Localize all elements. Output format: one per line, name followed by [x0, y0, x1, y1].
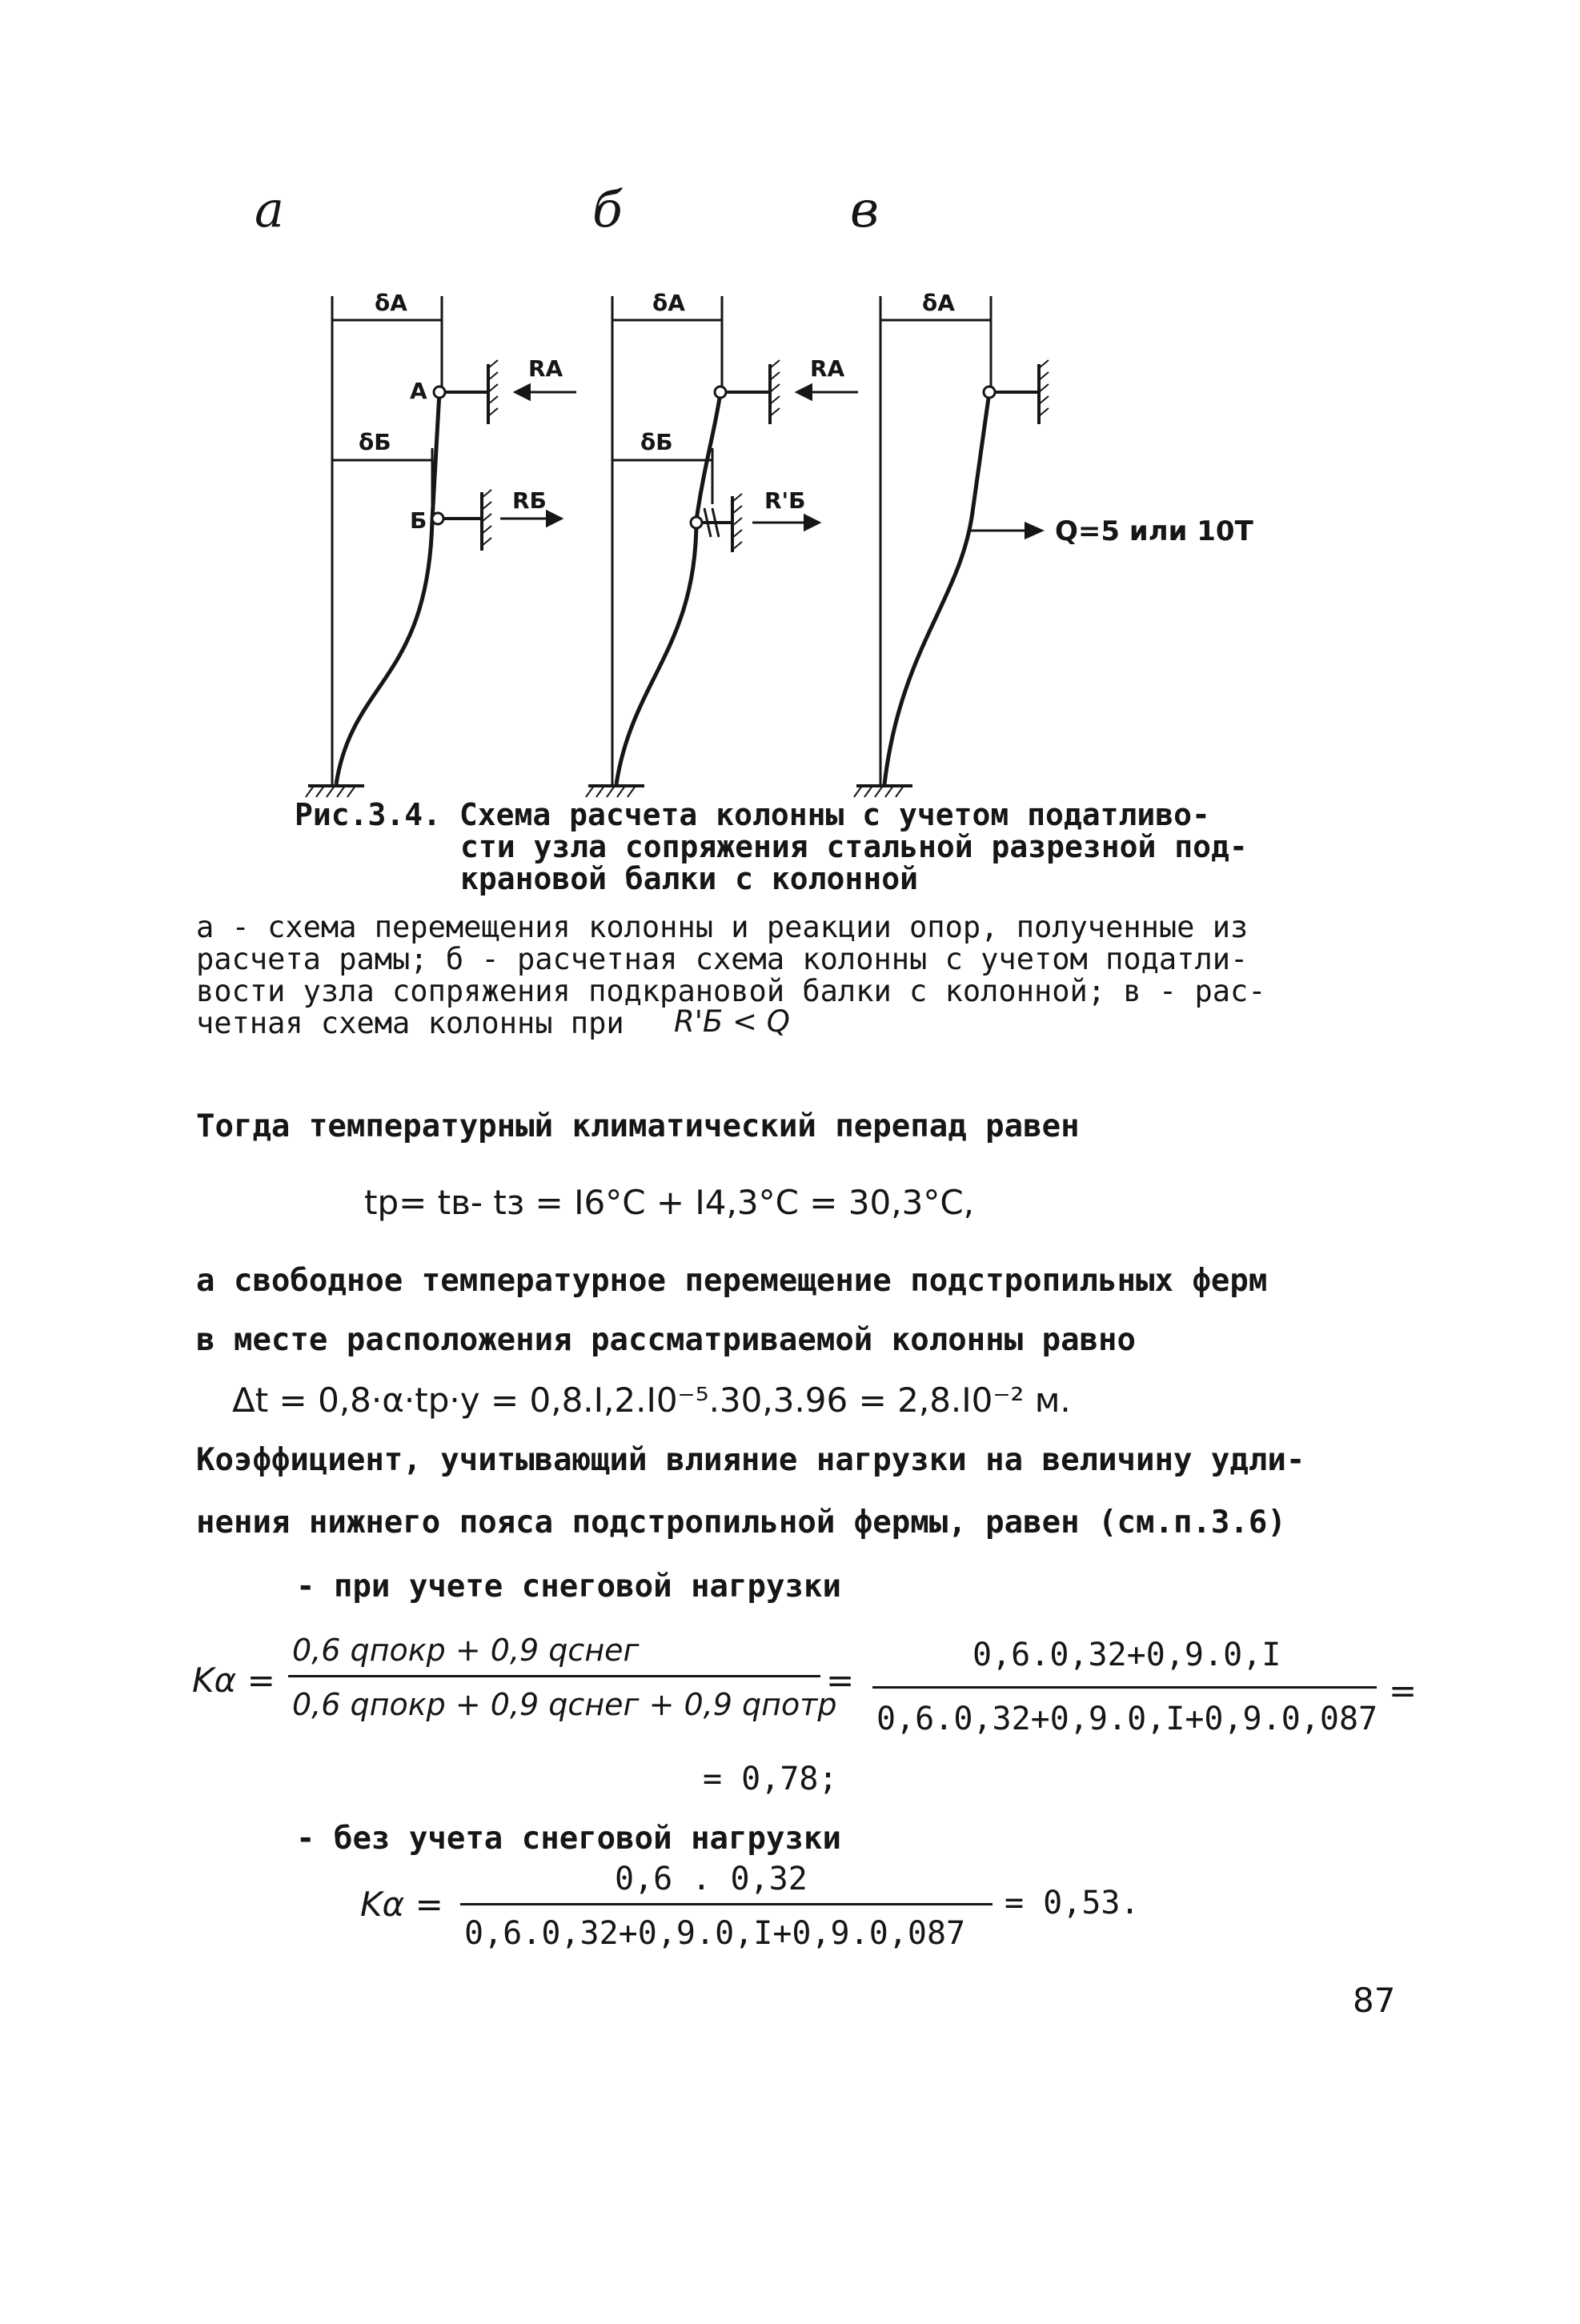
fraction-1-numerator: 0,6 qпокр + 0,9 qснег [292, 1633, 640, 1668]
delta-b-label-b: δБ [640, 429, 673, 455]
legend-line-3: вости узла сопряжения подкрановой балки с колонной; в - рас- [196, 974, 1266, 1008]
page-number: 87 [1353, 1981, 1396, 2020]
figure-caption-line-1: Рис.3.4. Схема расчета колонны с учетом податливо- [295, 797, 1210, 832]
equation-displacement: Δt = 0,8·α·tp·y = 0,8.I,2.I0⁻⁵.30,3.96 = 2,8.I0⁻² м. [232, 1380, 1071, 1420]
legend-line-1: а - схема перемещения колонны и реакции опор, полученные из [196, 910, 1249, 944]
legend-condition: R'Б < Q [674, 1004, 790, 1039]
paragraph-5: нения нижнего пояса подстропильной фермы, равен (см.п.3.6) [196, 1505, 1286, 1541]
fraction-3-line [460, 1903, 993, 1905]
result-without-snow: = 0,53. [1005, 1885, 1140, 1921]
delta-a-label: δA [375, 290, 407, 316]
k-coefficient-label-2: Kα = [360, 1885, 443, 1924]
figure-caption-line-3: крановой балки с колонной [460, 861, 918, 896]
delta-a-label-b: δA [652, 290, 685, 316]
reaction-b-label: RБ [512, 487, 547, 514]
paragraph-1: Тогда температурный климатический перепад равен [196, 1108, 1080, 1144]
paragraph-2: а свободное температурное перемещение подстропильных ферм [196, 1263, 1268, 1299]
equation-temperature-difference: tp= tв- tз = I6°C + I4,3°C = 30,3°C, [364, 1183, 975, 1222]
fraction-2-line [872, 1686, 1377, 1689]
paragraph-7: - без учета снеговой нагрузки [296, 1821, 841, 1857]
scheme-a [306, 290, 576, 797]
reaction-a-label: RA [528, 355, 563, 382]
point-b-label: Б [410, 507, 427, 534]
legend-line-2: расчета рамы; б - расчетная схема колонны с учетом податли- [196, 942, 1249, 976]
scheme-v [854, 290, 1254, 797]
fraction-3-denominator: 0,6.0,32+0,9.0,I+0,9.0,087 [464, 1915, 966, 1952]
fraction-1-denominator: 0,6 qпокр + 0,9 qснег + 0,9 qпотр [292, 1687, 837, 1722]
reaction-a-label-b: RA [810, 355, 845, 382]
panel-label-v: в [850, 180, 880, 238]
equals-sign-2: = [1389, 1671, 1418, 1710]
legend-line-4: четная схема колонны при [196, 1006, 624, 1040]
panel-label-a: а [255, 180, 284, 238]
figure-caption-line-2: сти узла сопряжения стальной разрезной под- [460, 829, 1248, 864]
point-a-label: A [410, 378, 427, 404]
delta-b-label: δБ [359, 429, 391, 455]
result-with-snow: = 0,78; [703, 1761, 838, 1797]
paragraph-4: Коэффициент, учитывающий влияние нагрузки на величину удли- [196, 1442, 1305, 1478]
paragraph-6: - при учете снеговой нагрузки [296, 1569, 841, 1605]
fraction-1-line [288, 1675, 820, 1677]
k-coefficient-label: Kα = [192, 1661, 275, 1700]
reaction-b-prime-label: R'Б [764, 487, 806, 514]
fraction-2-denominator: 0,6.0,32+0,9.0,I+0,9.0,087 [876, 1701, 1378, 1737]
panel-label-b: б [592, 180, 623, 238]
fraction-3-numerator: 0,6 . 0,32 [615, 1861, 808, 1897]
scheme-b [586, 290, 858, 797]
equals-sign-1: = [826, 1661, 855, 1700]
delta-a-label-v: δA [922, 290, 955, 316]
load-label: Q=5 или 10Т [1055, 515, 1253, 547]
fraction-2-numerator: 0,6.0,32+0,9.0,I [972, 1637, 1281, 1673]
paragraph-3: в месте расположения рассматриваемой колонны равно [196, 1322, 1136, 1358]
